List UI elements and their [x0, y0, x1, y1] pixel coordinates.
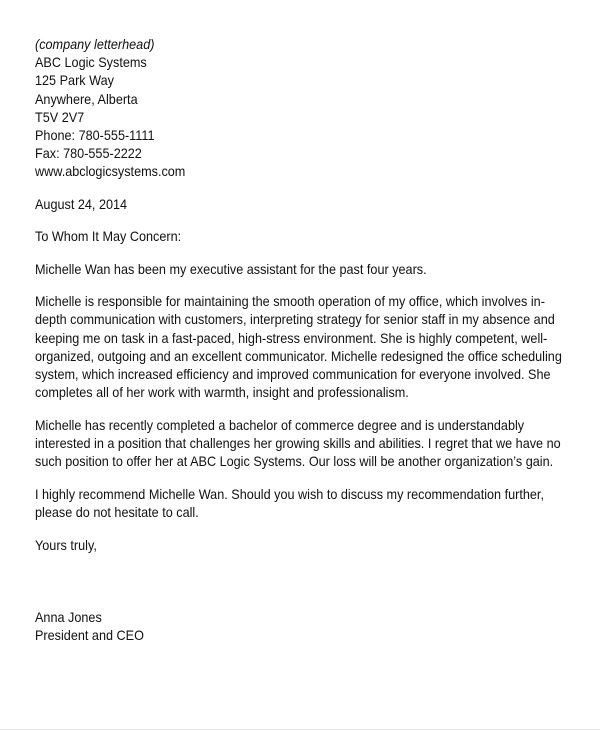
paragraph-intro: [35, 261, 528, 279]
recommendation-letter: [35, 36, 562, 646]
closing: Yours truly,: [35, 537, 97, 553]
street-address: 125 Park Way: [35, 73, 114, 89]
paragraph-line: Michelle has recently completed a bachelor of commerce degree and is understandably: [35, 417, 525, 433]
paragraph-line: Michelle is responsible for maintaining the smooth operation of my office, which involves in-: [35, 294, 545, 310]
paragraph-line: please do not hesitate to call.: [35, 505, 199, 521]
signature-block: [35, 609, 528, 645]
letter-date: August 24, 2014: [35, 196, 128, 212]
paragraph-line: Michelle Wan has been my executive assistant for the past four years.: [35, 261, 427, 277]
paragraph-line: such position to offer her at ABC Logic Systems. Our loss will be another organization’s gain.: [35, 454, 554, 470]
phone-number: Phone: 780-555-1111: [35, 128, 155, 144]
paragraph-recommendation: [35, 486, 544, 522]
salutation: To Whom It May Concern:: [35, 228, 182, 244]
website: www.abclogicsystems.com: [35, 164, 186, 180]
letterhead: [35, 36, 528, 182]
paragraph-degree: [35, 417, 561, 472]
paragraph-line: system, which increased efficiency and improved communication for everyone involved. She: [35, 367, 551, 383]
letterhead-label: (company letterhead): [35, 37, 155, 52]
signer-name: Anna Jones: [35, 610, 102, 626]
paragraph-line: organized, outgoing and an excellent communicator. Michelle redesigned the office scheduling: [35, 348, 562, 364]
paragraph-line: I highly recommend Michelle Wan. Should you wish to discuss my recommendation further,: [35, 487, 544, 503]
postal-code: T5V 2V7: [35, 109, 85, 125]
paragraph-line: interested in a position that challenges her growing skills and abilities. I regret that we have no: [35, 436, 561, 452]
company-name: ABC Logic Systems: [35, 55, 147, 71]
fax-number: Fax: 780-555-2222: [35, 146, 142, 162]
paragraph-line: keeping me on task in a fast-paced, high-stress environment. She is highly competent, well-: [35, 330, 548, 346]
paragraph-responsibilities: [35, 293, 562, 402]
paragraph-line: completes all of her work with warmth, insight and professionalism.: [35, 385, 409, 401]
paragraph-line: depth communication with customers, interpreting strategy for senior staff in my absence and: [35, 312, 555, 328]
signer-title: President and CEO: [35, 628, 144, 644]
city-province: Anywhere, Alberta: [35, 91, 138, 107]
